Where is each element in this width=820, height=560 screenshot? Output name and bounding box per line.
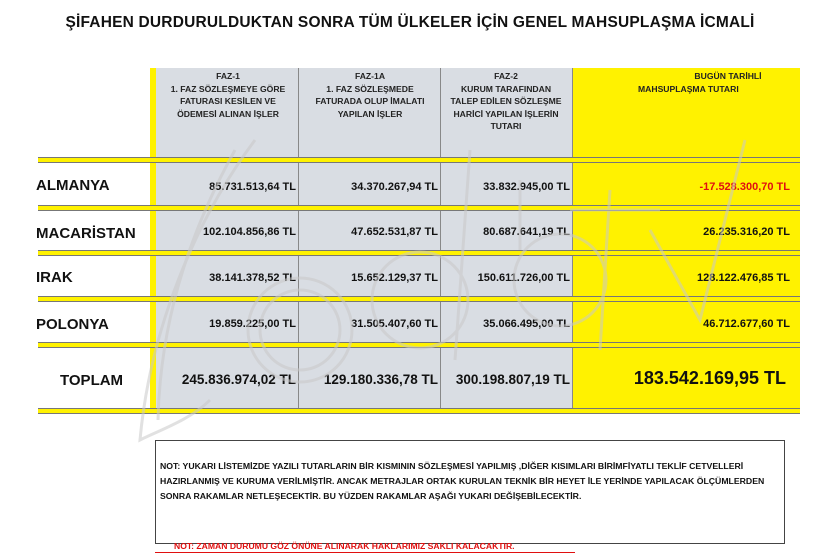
- cell-value: 102.104.856,86 TL: [203, 226, 296, 238]
- col-balance-bg: [572, 68, 800, 412]
- cell-value: 150.611.726,00 TL: [477, 272, 570, 284]
- col-divider: [572, 68, 573, 412]
- cell-value: 85.731.513,64 TL: [209, 181, 296, 193]
- row-separator: [38, 408, 800, 414]
- header-line: FATURASI KESİLEN VE: [180, 96, 276, 106]
- header-line: FATURADA OLUP İMALATI: [315, 96, 425, 106]
- header-line: KURUM TARAFINDAN: [460, 83, 552, 94]
- col-divider: [298, 68, 299, 412]
- cell-value: 19.859.225,00 TL: [209, 318, 296, 330]
- cell-value: 80.687.641,19 TL: [483, 226, 570, 238]
- note-footer-text: NOT: ZAMAN DURUMU GÖZ ÖNÜNE ALINARAK HAKLARIMIZ SAKLI KALACAKTIR.: [174, 541, 515, 551]
- header-line: BUGÜN TARİHLİ: [694, 71, 762, 81]
- note-box: [155, 440, 785, 544]
- header-line: 1. FAZ SÖZLEŞMEYE GÖRE: [170, 83, 286, 94]
- row-label-almanya: ALMANYA: [36, 177, 110, 194]
- row-separator: [38, 205, 800, 211]
- header-line: YAPILAN İŞLER: [337, 108, 403, 119]
- note-text: NOT: YUKARI LİSTEMİZDE YAZILI TUTARLARIN BİR KISMININ SÖZLEŞMESİ YAPILMIŞ ,DİĞER KISIMLARI BİRİMFİYATLI TEKLİF CETVELLERİ HAZIRLANMIŞ VE KURUMA VERİLMİŞTİR. ANCAK METRAJLAR ORTAK KURULAN TEKNİK BİR HEYET İLE YERİNDE YAPILACAK ÖLÇÜMLERDEN SONRA RAKAMLAR NETLEŞECEKTİR. BU YÜZDEN RAKAMLAR AŞAĞI YUKARI DEĞİŞEBİLECEKTİR.: [160, 461, 765, 501]
- red-underline: [155, 552, 575, 553]
- cell-value: 31.505.407,60 TL: [351, 318, 438, 330]
- row-label-irak: IRAK: [36, 269, 73, 286]
- row-separator: [38, 296, 800, 302]
- row-separator: [38, 157, 800, 163]
- total-value: 245.836.974,02 TL: [181, 372, 296, 387]
- cell-value: 33.832.945,00 TL: [483, 181, 570, 193]
- total-value: 300.198.807,19 TL: [455, 372, 570, 387]
- header-line: TALEP EDİLEN SÖZLEŞME: [450, 96, 562, 106]
- header-balance: [598, 70, 798, 95]
- header-line: TUTARI: [490, 121, 522, 131]
- row-label-toplam: TOPLAM: [60, 372, 124, 389]
- cell-value: 26.235.316,20 TL: [703, 226, 790, 238]
- label-col-divider: [150, 68, 156, 412]
- summary-table: [38, 68, 800, 412]
- grand-total-value: 183.542.169,95 TL: [633, 368, 786, 388]
- cell-value: 15.652.129,37 TL: [351, 272, 438, 284]
- total-value: 129.180.336,78 TL: [323, 372, 438, 387]
- row-label-macaristan: MACARİSTAN: [36, 225, 136, 242]
- header-line: ÖDEMESİ ALINAN İŞLER: [177, 108, 279, 119]
- cell-value: 128.122.476,85 TL: [697, 272, 790, 284]
- page-title: ŞİFAHEN DURDURULDUKTAN SONRA TÜM ÜLKELER İÇİN GENEL MAHSUPLAŞMA İCMALİ: [65, 14, 755, 31]
- header-line: FAZ-1: [216, 71, 240, 81]
- header-line: FAZ-2: [494, 71, 518, 81]
- row-separator: [38, 342, 800, 348]
- cell-value: 46.712.677,60 TL: [703, 318, 790, 330]
- row-label-polonya: POLONYA: [36, 316, 109, 333]
- header-faz2: [440, 70, 572, 133]
- cell-value: 47.652.531,87 TL: [351, 226, 438, 238]
- header-line: FAZ-1A: [354, 71, 386, 81]
- header-faz1: [158, 70, 298, 120]
- cell-value: 34.370.267,94 TL: [351, 181, 438, 193]
- cell-value-negative: -17.528.300,70 TL: [699, 181, 790, 193]
- cell-value: 35.066.495,00 TL: [483, 318, 570, 330]
- header-line: 1. FAZ SÖZLEŞMEDE: [326, 83, 414, 94]
- header-faz1a: [300, 70, 440, 120]
- header-line: MAHSUPLAŞMA TUTARI: [638, 83, 739, 94]
- cell-value: 38.141.378,52 TL: [209, 272, 296, 284]
- header-line: HARİCİ YAPILAN İŞLERİN: [453, 108, 559, 119]
- row-separator: [38, 250, 800, 256]
